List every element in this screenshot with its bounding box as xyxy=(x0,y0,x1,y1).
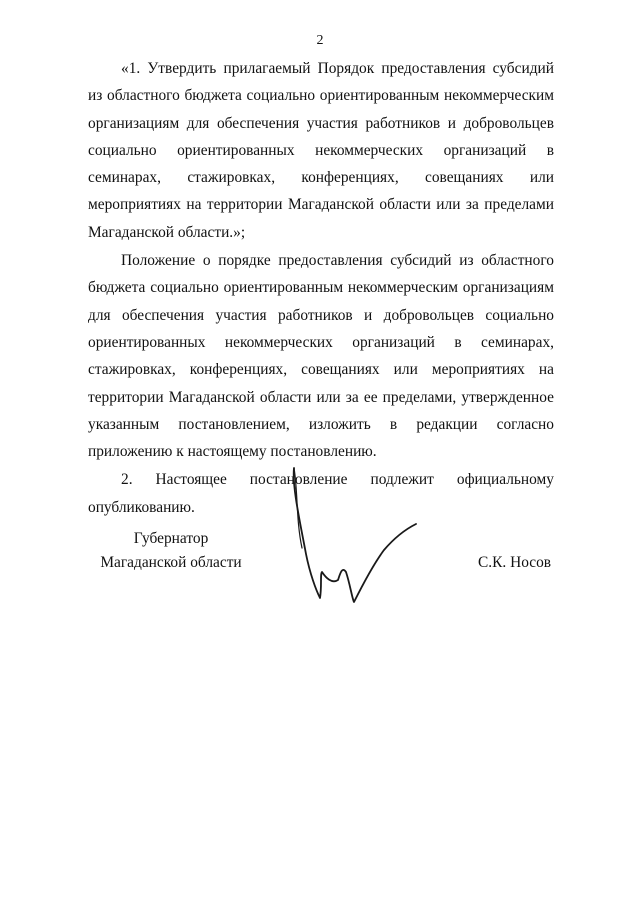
handwritten-signature xyxy=(280,462,430,612)
signatory-title xyxy=(91,527,251,575)
page-number: 2 xyxy=(316,33,324,48)
paragraph-approve-order: «1. Утвердить прилагаемый Порядок предоставления субсидий из областного бюджета социально ориентированным некоммерческим организациям для обеспечения участия работников и добровольцев социально ориентированных некоммерческих организаций в семинарах, стажировках, конференциях, совещаниях или мероприятиях на территории Магаданской области или за пределами Магаданской области.»; xyxy=(88,60,554,241)
signatory-name: С.К. Носов xyxy=(478,554,552,571)
paragraph-publication: 2. Настоящее постановление подлежит официальному опубликованию. xyxy=(88,471,554,516)
signatory-title-line2: Магаданской области xyxy=(100,554,242,571)
signatory-title-line1: Губернатор xyxy=(133,530,209,547)
document-body xyxy=(88,55,554,521)
paragraph-regulation: Положение о порядке предоставления субсидий из областного бюджета социально ориентированным некоммерческим организациям для обеспечения участия работников и добровольцев социально ориентированных некоммерческих организаций в семинарах, стажировках, конференциях, совещаниях или мероприятиях на территории Магаданской области или за ее пределами, утвержденное указанным постановлением, изложить в редакции согласно приложению к настоящему постановлению. xyxy=(88,252,554,461)
